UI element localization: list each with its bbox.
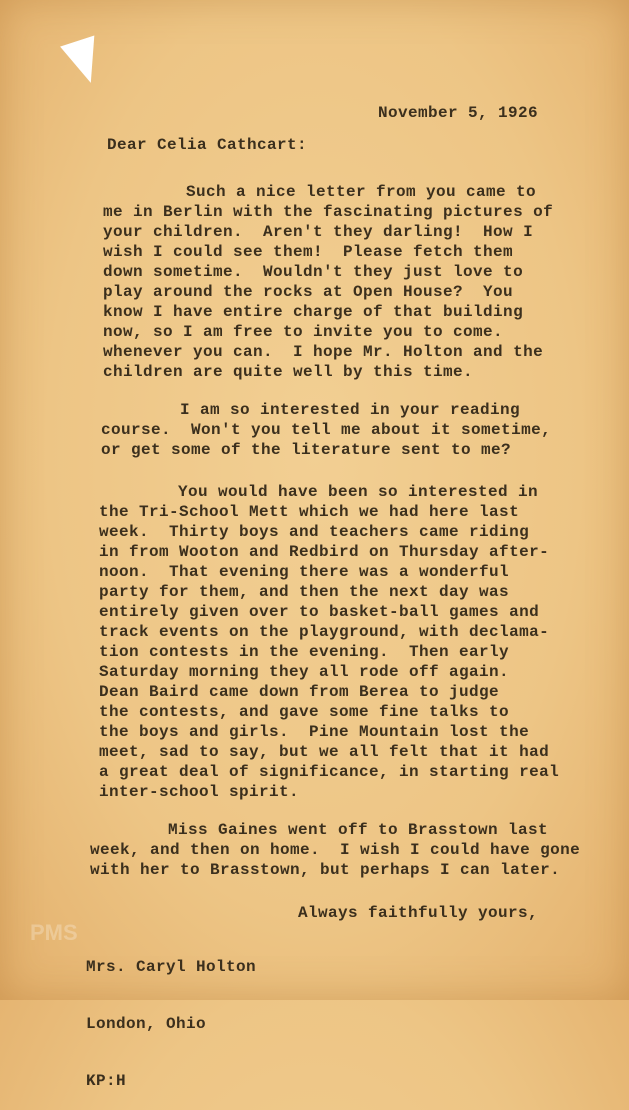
letter-line: whenever you can. I hope Mr. Holton and the	[103, 343, 544, 361]
letter-line: course. Won't you tell me about it sometime,	[101, 421, 552, 439]
torn-corner	[60, 36, 108, 89]
letter-line: I am so interested in your reading	[180, 401, 521, 419]
archive-watermark: PMS	[30, 920, 78, 945]
letter-line: track events on the playground, with declama-	[99, 623, 550, 641]
letter-line: down sometime. Wouldn't they just love to	[103, 263, 524, 281]
letter-line: your children. Aren't they darling! How I	[103, 223, 534, 241]
letter-line: the contests, and gave some fine talks to	[99, 703, 510, 721]
letter-line: with her to Brasstown, but perhaps I can later.	[90, 861, 561, 879]
letter-line: noon. That evening there was a wonderful	[99, 563, 510, 581]
recipient-name: Mrs. Caryl Holton	[86, 958, 257, 976]
paragraph-3	[99, 482, 559, 802]
letter-line: entirely given over to basket-ball games and	[99, 603, 540, 621]
letter-date: November 5, 1926	[378, 104, 539, 122]
letter-line: the boys and girls. Pine Mountain lost the	[99, 723, 530, 741]
letter-line: Miss Gaines went off to Brasstown last	[168, 821, 549, 839]
letter-line: Such a nice letter from you came to	[186, 183, 537, 201]
letter-line: in from Wooton and Redbird on Thursday after-	[99, 543, 550, 561]
letter-line: a great deal of significance, in starting real	[99, 763, 560, 781]
paragraph-4	[90, 820, 580, 880]
letter-line: now, so I am free to invite you to come.	[103, 323, 504, 341]
letter-line: the Tri-School Mett which we had here last	[99, 503, 520, 521]
letter-line: meet, sad to say, but we all felt that it had	[99, 743, 550, 761]
letter-line: You would have been so interested in	[178, 483, 539, 501]
letter-line: children are quite well by this time.	[103, 363, 474, 381]
letter-line: Saturday morning they all rode off again.	[99, 663, 510, 681]
letter-line: me in Berlin with the fascinating pictures of	[103, 203, 554, 221]
letter-line: inter-school spirit.	[99, 783, 300, 801]
paragraph-1	[103, 182, 553, 382]
letter-line: wish I could see them! Please fetch them	[103, 243, 514, 261]
recipient-city: London, Ohio	[86, 1015, 207, 1033]
letter-line: Dean Baird came down from Berea to judge	[99, 683, 500, 701]
recipient-address	[86, 920, 256, 1110]
letter-line: week. Thirty boys and teachers came riding	[99, 523, 530, 541]
salutation: Dear Celia Cathcart:	[107, 136, 308, 154]
closing: Always faithfully yours,	[298, 904, 539, 922]
letter-line: know I have entire charge of that building	[103, 303, 524, 321]
letter-line: play around the rocks at Open House? You	[103, 283, 514, 301]
letter-line: week, and then on home. I wish I could have gone	[90, 841, 581, 859]
letter-line: or get some of the literature sent to me?	[101, 441, 512, 459]
typist-initials: KP:H	[86, 1072, 127, 1090]
paragraph-2	[101, 400, 551, 460]
letter-line: party for them, and then the next day was	[99, 583, 510, 601]
letter-line: tion contests in the evening. Then early	[99, 643, 510, 661]
